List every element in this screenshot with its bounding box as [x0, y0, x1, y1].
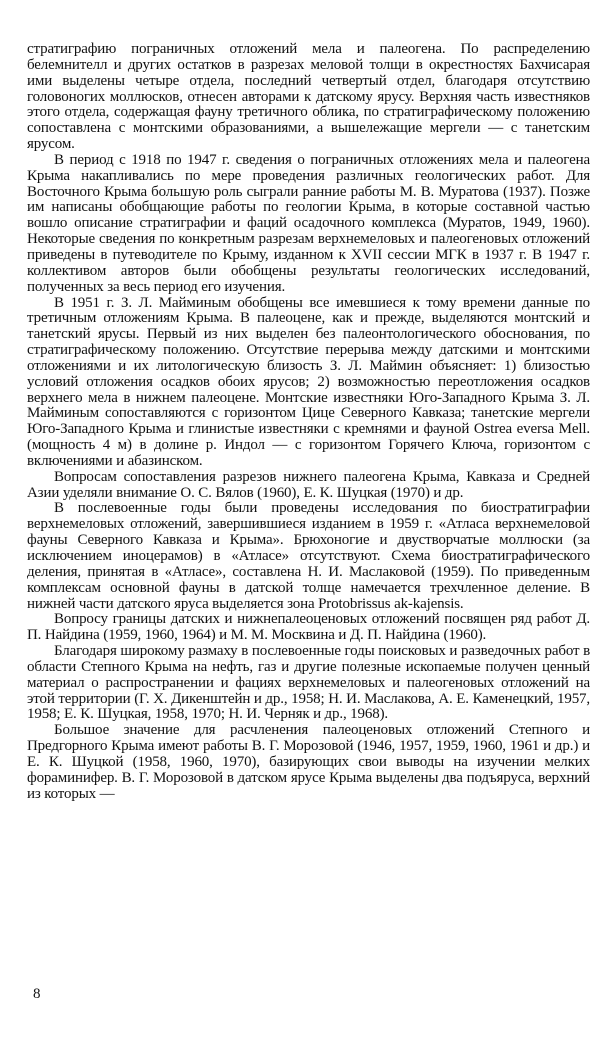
page-number: 8	[33, 986, 41, 1002]
paragraph-2: В период с 1918 по 1947 г. сведения о пограничных отложениях мела и палеогена Крыма накапливались по мере проведения различных геологических работ. Для Восточного Крыма большую роль сыграли ранние работы М. В. Муратова (1937). Позже им написаны обобщающие работы по геологии Крыма, в которые составной частью вошло описание стратиграфии и фаций осадочного комплекса (Муратов, 1949, 1960). Некоторые сведения по конкретным разрезам верхнемеловых и палеогеновых отложений приведены в путеводителе по Крыму, изданном к XVII сессии МГК в 1937 г. В 1947 г. коллективом авторов были обобщены результаты геологических исследований, полученных за весь период его изучения.	[27, 151, 590, 295]
paragraph-8: Большое значение для расчленения палеоценовых отложений Степного и Предгорного Крыма имеют работы В. Г. Морозовой (1946, 1957, 1959, 1960, 1961 и др.) и Е. К. Шуцкой (1958, 1960, 1970), базирующих свои выводы на изучении мелких фораминифер. В. Г. Морозовой в датском ярусе Крыма выделены два подъяруса, верхний из которых —	[27, 722, 590, 802]
paragraph-4: Вопросам сопоставления разрезов нижнего палеогена Крыма, Кавказа и Средней Азии уделяли внимание О. С. Вялов (1960), Е. К. Шуцкая (1970) и др.	[27, 468, 590, 501]
paragraph-5: В послевоенные годы были проведены исследования по биостратиграфии верхнемеловых отложений, завершившиеся изданием в 1959 г. «Атласа верхнемеловой фауны Северного Кавказа и Крыма». Брюхоногие и двустворчатые моллюски (за исключением иноцерамов) в «Атласе» отсутствуют. Схема биостратиграфического деления, принятая в «Атласе», составлена Н. И. Маслаковой (1959). По приведенным комплексам основной фауны в датской толще намечается трехчленное деление. В нижней части датского яруса выделяется зона Protobrissus ak-kajensis.	[27, 500, 590, 612]
document-body	[27, 42, 590, 803]
paragraph-3: В 1951 г. З. Л. Майминым обобщены все имевшиеся к тому времени данные по третичным отложениям Крыма. В палеоцене, как и прежде, выделяются монтский и танетский ярусы. Первый из них выделен без палеонтологического обоснования, по стратиграфическому положению. Отсутствие перерыва между датскими и монтскими отложениями и их литологическую близость З. Л. Маймин объясняет: 1) близостью условий отложения осадков обоих ярусов; 2) возможностью переотложения осадков верхнего мела в нижнем палеоцене. Монтские известняки Юго-Западного Крыма З. Л. Майминым сопоставляются с горизонтом Цице Северного Кавказа; танетские мергели Юго-Западного Крыма и глинистые известняки с кремнями и фауной Ostrea eversa Mell. (мощность 4 м) в долине р. Индол — с горизонтом Горячего Ключа, горизонтом с включениями и абазинском.	[27, 294, 590, 469]
paragraph-7: Благодаря широкому размаху в послевоенные годы поисковых и разведочных работ в области Степного Крыма на нефть, газ и другие полезные ископаемые получен ценный материал о распространении и фациях верхнемеловых и палеогеновых отложений на этой территории (Г. Х. Дикенштейн и др., 1958; Н. И. Маслакова, А. Е. Каменецкий, 1957, 1958; Е. К. Шуцкая, 1958, 1970; Н. И. Черняк и др., 1968).	[27, 643, 590, 723]
paragraph-6: Вопросу границы датских и нижнепалеоценовых отложений посвящен ряд работ Д. П. Найдина (1959, 1960, 1964) и М. М. Москвина и Д. П. Найдина (1960).	[27, 611, 590, 644]
paragraph-1: стратиграфию пограничных отложений мела и палеогена. По распределению белемнителл и других остатков в разрезах меловой толщи в окрестностях Бахчисарая ими выделены четыре отдела, последний четвертый отдел, благодаря отсутствию головоногих моллюсков, отнесен авторами к датскому ярусу. Верхняя часть известняков этого отдела, содержащая фауну третичного облика, по стратиграфическому положению сопоставлена с монтскими образованиями, а вышележащие мергели — с танетским ярусом.	[27, 41, 590, 153]
